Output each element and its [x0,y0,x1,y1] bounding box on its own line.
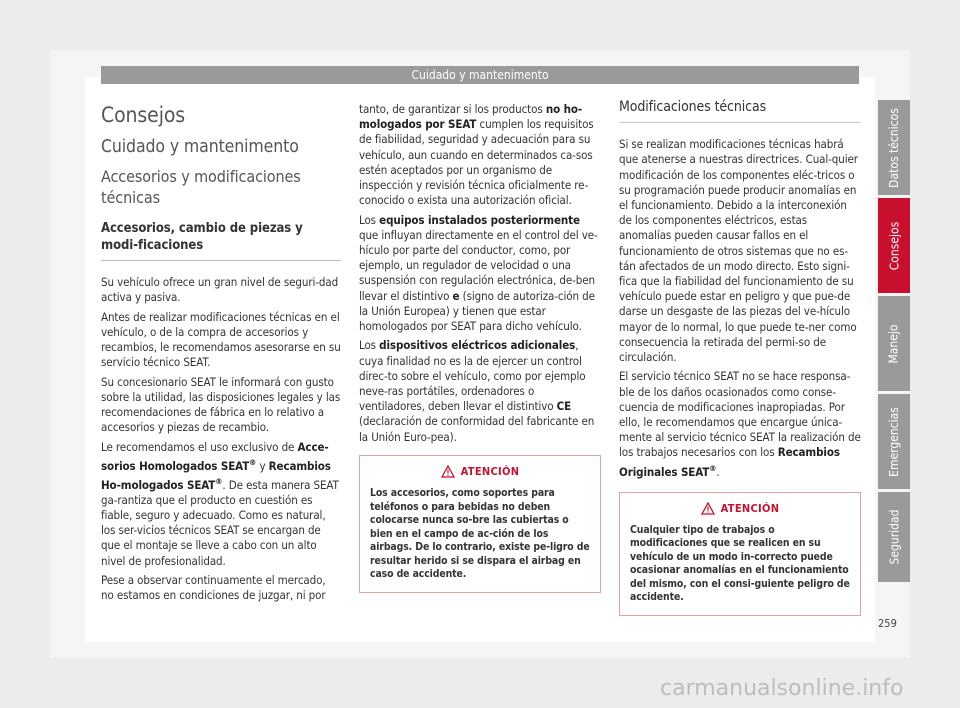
paragraph: Le recomendamos el uso exclusivo de Acce-sorios Homologados SEAT® y Recambios Ho-mologados SEAT®. De esta manera SEAT ga-rantiza que el producto en cuestión es fiable, seguro y adecuado. Como es natural, los ser-vicios técnicos SEAT se encargan de que el montaje se lleve a cabo con un alto nivel de profesionalidad. [101,439,339,568]
paragraph: tanto, de garantizar si los productos no ho-mologados por SEAT cumplen los requisitos de fiabilidad, seguridad y adecuación para su vehículo, aun cuando en determinados ca-sos estén aceptados por un organismo de inspección y revisión técnica oficialmente re-conocido o exista una autorización oficial. [359,102,594,208]
tab-emergencias[interactable]: Emergencias [878,394,910,489]
paragraph: Los equipos instalados posteriormente que influyan directamente en el control del ve-hículo por parte del conductor, como, por ejemplo, un regulador de velocidad o una suspensión con regulación electrónica, de-ben llevar el distintivo e (signo de autoriza-ción de la Unión Europea) y tienen que estar homologados por SEAT para dicho vehículo. [359,212,598,334]
warning-icon [701,502,715,515]
section-title: Consejos [101,103,186,127]
paragraph: Su concesionario SEAT le informará con gusto sobre la utilidad, las disposiciones legales y las recomendaciones de fábrica en lo relativo a accesorios y piezas de recambio. [101,374,341,435]
watermark: carmanualsonline.info [660,676,904,701]
warning-icon [441,465,455,478]
page-header: Cuidado y mantenimento [101,66,859,84]
page-number: 259 [878,617,897,630]
topic-title: Accesorios, cambio de piezas y modi-ficaciones [101,220,341,261]
paragraph: Los dispositivos eléctricos adicionales, cuya finalidad no es la de ejercer un control direc-to sobre el vehículo, como por ejemplo neve-ras portátiles, ordenadores o ventiladores, deben llevar el distintivo CE (declaración de conformidad del fabricante en la Unión Euro-pea). [359,338,595,444]
paragraph: Su vehículo ofrece un gran nivel de seguri-dad activa y pasiva. [101,275,339,305]
warning-header [630,501,850,516]
tab-consejos[interactable]: Consejos [878,198,910,293]
column-2 [359,102,601,593]
column-1 [101,102,341,608]
chapter-title: Cuidado y mantenimento [101,137,299,157]
warning-title: ATENCIÓN [460,464,520,478]
paragraph: Si se realizan modificaciones técnicas habrá que atenerse a nuestras directrices. Cual-quier modificación de los componentes eléc-tricos o su programación puede producir anomalías en el funcionamiento. Debido a la interconexión de los componentes eléctricos, estas anomalías pueden causar fallos en el funcionamiento de otros sistemas que no es-tán afectados de un modo directo. Esto signi-fica que la fiabilidad del funcionamiento de su vehículo puede estar en peligro y que pue-de darse un desgaste de las piezas del ve-hículo mayor de lo normal, lo que puede te-ner como consecuencia la retirada del permi-so de circulación. [619,137,858,365]
tab-seguridad[interactable]: Seguridad [878,492,910,582]
tab-manejo[interactable]: Manejo [878,296,910,391]
subchapter-title: Accesorios y modificaciones técnicas [101,167,301,207]
tab-datos-tecnicos[interactable]: Datos técnicos [878,100,910,195]
warning-text: Los accesorios, como soportes para teléfonos o para bebidas no deben colocarse nunca so-bre las cubiertas o bien en el campo de ac-ción de los airbags. De lo contrario, existe pe-ligro de resultar herido si se dispara el airbag en caso de accidente. [370,487,590,581]
paragraph: Pese a observar continuamente el mercado, no estamos en condiciones de juzgar, ni por [101,573,326,603]
warning-title: ATENCIÓN [720,501,780,515]
warning-box [619,492,861,616]
paragraph: Antes de realizar modificaciones técnicas en el vehículo, o de la compra de accesorios y recambios, le recomendamos asesorarse en su servicio técnico SEAT. [101,309,341,370]
warning-box [359,455,601,593]
warning-text: Cualquier tipo de trabajos o modificaciones que se realicen en su vehículo de un modo in-correcto puede ocasionar anomalías en el funcionamiento del mismo, con el consi-guiente peligro de accidente. [630,523,850,604]
warning-header [370,464,590,479]
section-heading: Modificaciones técnicas [619,100,861,123]
paragraph: El servicio técnico SEAT no se hace responsa-ble de los daños ocasionados como conse-cuencia de modificaciones inapropiadas. Por ello, le recomendamos que encargue única-mente al servicio técnico SEAT la realización de los trabajos necesarios con los Recambios Originales SEAT®. [619,369,861,479]
column-3 [619,100,861,616]
